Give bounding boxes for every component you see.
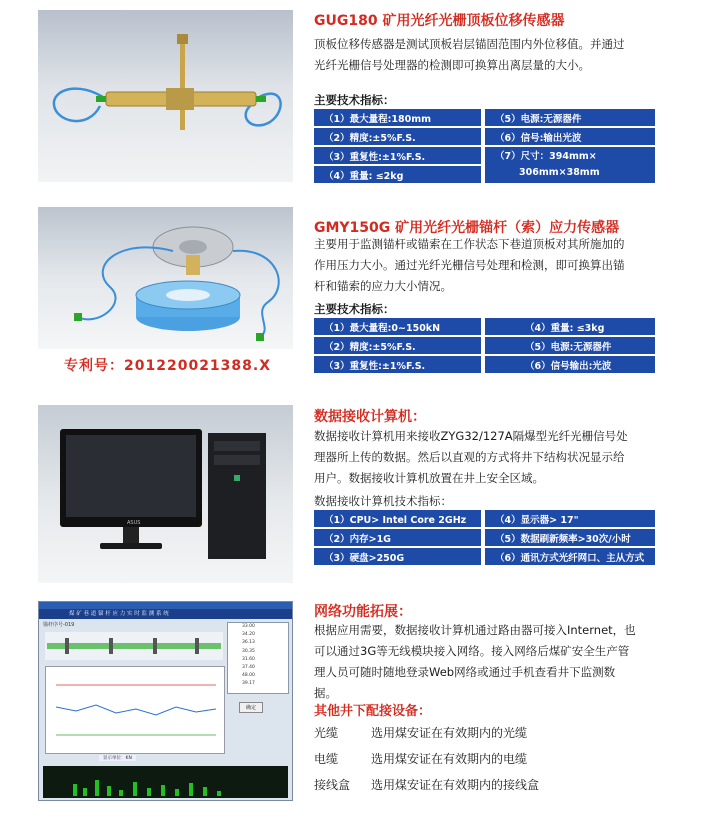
table-cell: 37.40 <box>242 665 255 671</box>
spec-cell: （3）重复性:±1%F.S. <box>314 356 481 373</box>
table-cell: 34.20 <box>242 632 255 638</box>
patent-number: 专利号：201220021388.X <box>64 358 272 374</box>
monitor-brand-text: ASUS <box>127 520 141 526</box>
table-cell: 36.13 <box>242 640 255 646</box>
spec-cell: （6）通讯方式光纤网口、主从方式 <box>485 548 655 565</box>
section2-spec-heading: 主要技术指标： <box>314 302 395 316</box>
section1-description <box>314 34 714 76</box>
spec-cell-tall <box>485 147 655 183</box>
spec-line: （7）尺寸：394mm× <box>495 151 597 162</box>
section4-title: 网络功能拓展： <box>314 604 412 620</box>
equipment-name: 光缆 <box>314 726 339 740</box>
table-cell: 48.00 <box>242 673 255 679</box>
equipment-desc: 选用煤安证在有效期内的电缆 <box>371 752 528 766</box>
section4-line: 理人员可随时随地登录Web网络或通过手机查看井下监测数 <box>314 665 616 679</box>
table-cell: 33.00 <box>242 624 255 629</box>
monitoring-software-screenshot <box>38 601 293 801</box>
section3-title: 数据接收计算机： <box>314 409 426 425</box>
section4-line: 据。 <box>314 686 337 700</box>
section1-line: 顶板位移传感器是测试顶板岩层锚固范围内外位移值。并通过 <box>314 37 625 51</box>
section1-line: 光纤光栅信号处理器的检测即可换算出离层量的大小。 <box>314 58 590 72</box>
table-cell: 39.17 <box>242 681 255 687</box>
screenshot-header: 煤 矿 巷 道 锚 杆 应 力 实 时 监 测 系 统 <box>39 609 292 619</box>
spec-cell: （6）信号输出:光波 <box>485 356 655 373</box>
screenshot-titlebar <box>39 602 292 609</box>
spec-cell: （5）电源:无源器件 <box>485 337 655 354</box>
spec-cell: （2）内存>1G <box>314 529 481 546</box>
section2-line: 杆和锚索的应力大小情况。 <box>314 279 452 293</box>
anchor-sensor-photo <box>38 207 293 349</box>
section4-equipment-heading: 其他井下配接设备： <box>314 704 432 719</box>
spec-cell: （4）显示器> 17" <box>485 510 655 527</box>
value-table <box>227 622 289 694</box>
spec-line: 306mm×38mm <box>519 167 600 178</box>
spec-cell: （2）精度:±5%F.S. <box>314 128 481 145</box>
section1-spec-heading: 主要技术指标： <box>314 93 395 107</box>
computer-photo <box>38 405 293 583</box>
section4-line: 可以通过3G等无线模块接入网络。接入网络后煤矿安全生产管 <box>314 644 630 658</box>
computer-image <box>38 405 293 583</box>
table-cell: 31.60 <box>242 656 255 662</box>
equipment-desc: 选用煤安证在有效期内的接线盒 <box>371 778 540 792</box>
section3-line: 数据接收计算机用来接收ZYG32/127A隔爆型光纤光栅信号处 <box>314 429 628 443</box>
displacement-sensor-photo <box>38 10 293 182</box>
spec-cell: （4）重量: ≤3kg <box>485 318 655 335</box>
displacement-sensor-image <box>38 10 293 182</box>
spec-cell: （3）硬盘>250G <box>314 548 481 565</box>
table-cell: 30.35 <box>242 648 255 654</box>
spec-cell: （5）电源:无源器件 <box>485 109 655 126</box>
equipment-name: 接线盒 <box>314 778 351 792</box>
spec-cell: （1）最大量程:0~150kN <box>314 318 481 335</box>
section2-line: 作用压力大小。通过光纤光栅信号处理和检测，即可换算出锚 <box>314 258 625 272</box>
section1-title: GUG180 矿用光纤光栅顶板位移传感器 <box>314 13 565 29</box>
sensor-label: 锚杆序号-019 <box>43 622 75 628</box>
section2-description <box>314 234 714 297</box>
spec-cell: （5）数据刷新频率>30次/小时 <box>485 529 655 546</box>
section2-title: GMY150G 矿用光纤光栅锚杆（索）应力传感器 <box>314 220 620 236</box>
spec-cell: （4）重量: ≤2kg <box>314 166 481 183</box>
sensor-diagram <box>45 632 223 660</box>
spec-cell: （1）最大量程:180mm <box>314 109 481 126</box>
section2-line: 主要用于监测锚杆或锚索在工作状态下巷道顶板对其所施加的 <box>314 237 625 251</box>
section4-description <box>314 620 714 704</box>
equipment-name: 电缆 <box>314 752 339 766</box>
section4-line: 根据应用需要，数据接收计算机通过路由器可接入Internet，也 <box>314 623 636 637</box>
unit-label: 显示单位：KN <box>99 755 136 761</box>
anchor-sensor-image <box>38 207 293 349</box>
spec-cell: （6）信号:输出光波 <box>485 128 655 145</box>
section3-line: 理器所上传的数据。然后以直观的方式将井下结构状况显示给 <box>314 450 625 464</box>
stress-chart <box>45 666 225 754</box>
equipment-desc: 选用煤安证在有效期内的光缆 <box>371 726 528 740</box>
section3-description <box>314 426 714 489</box>
section3-line: 用户。数据接收计算机放置在井上安全区域。 <box>314 471 544 485</box>
spec-cell: （3）重复性:±1%F.S. <box>314 147 481 164</box>
spec-cell: （1）CPU> Intel Core 2GHz <box>314 510 481 527</box>
bar-chart-strip <box>43 766 288 798</box>
spec-cell: （2）精度:±5%F.S. <box>314 337 481 354</box>
ok-button[interactable]: 确定 <box>239 702 263 713</box>
section3-spec-heading: 数据接收计算机技术指标： <box>314 494 452 508</box>
